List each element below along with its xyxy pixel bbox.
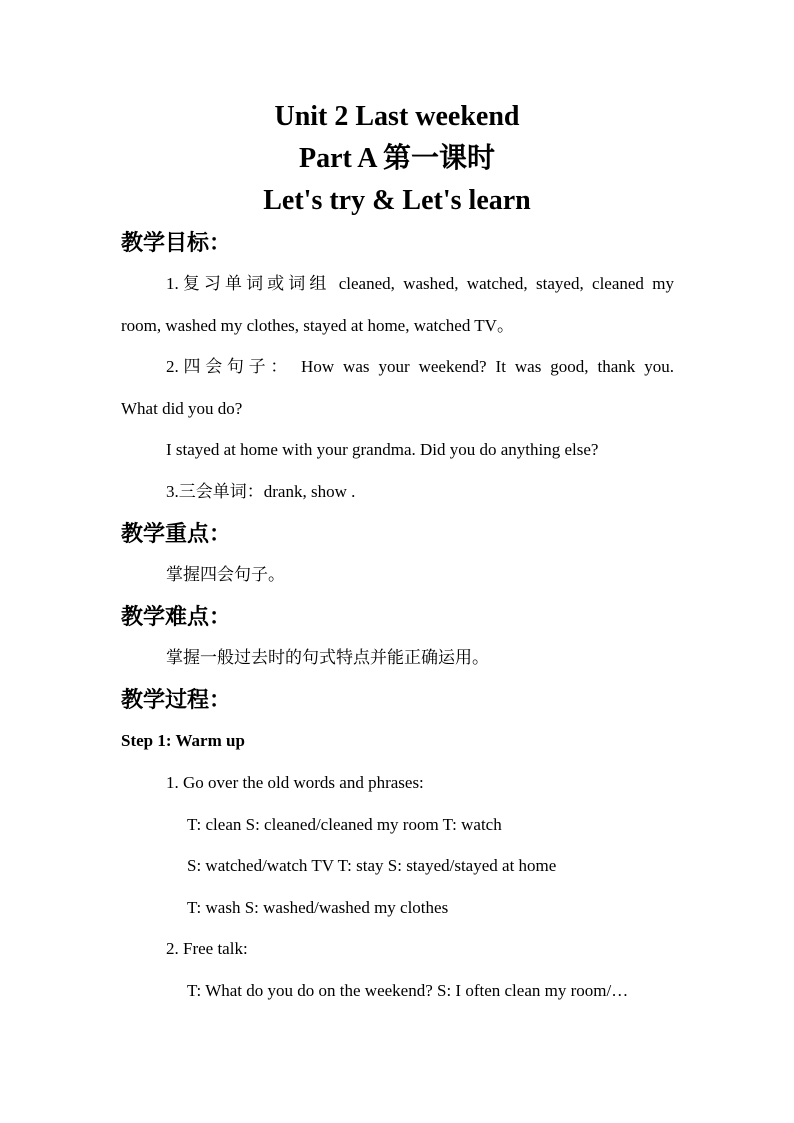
difficulties-text: 掌握一般过去时的句式特点并能正确运用。 [166, 648, 489, 667]
lesson-title: Let's try & Let's learn [263, 185, 531, 216]
step-1-title: Step 1: Warm up [121, 731, 245, 750]
unit-title: Unit 2 Last weekend [274, 101, 520, 132]
key-points-heading: 教学重点： [121, 521, 232, 546]
step-1-item-1-line-1: T: clean S: cleaned/cleaned my room T: watch [187, 815, 502, 834]
difficulties-heading: 教学难点： [121, 604, 232, 629]
part-title: Part A 第一课时 [299, 143, 495, 174]
goal-2-line-3: I stayed at home with your grandma. Did you do anything else? [166, 440, 599, 459]
goal-1-line-2: room, washed my clothes, stayed at home, watched TV。 [121, 316, 514, 335]
goal-2-line-2: What did you do? [121, 399, 243, 418]
step-1-item-1: 1. Go over the old words and phrases: [166, 773, 424, 792]
step-1-item-2: 2. Free talk: [166, 939, 248, 958]
teaching-goals-heading: 教学目标： [121, 230, 232, 255]
goal-2-line-1: 2.四会句子： How was your weekend? It was good, thank you. [166, 357, 674, 376]
goal-1-line-1: 1.复习单词或词组 cleaned, washed, watched, stayed, cleaned my [166, 274, 674, 293]
step-1-item-1-line-3: T: wash S: washed/washed my clothes [187, 898, 449, 917]
key-points-text: 掌握四会句子。 [166, 565, 285, 584]
goal-3: 3.三会单词：drank, show . [166, 482, 356, 501]
step-1-item-1-line-2: S: watched/watch TV T: stay S: stayed/stayed at home [187, 856, 557, 875]
process-heading: 教学过程： [121, 687, 232, 712]
step-1-item-2-line-1: T: What do you do on the weekend? S: I often clean my room/… [187, 981, 629, 1000]
